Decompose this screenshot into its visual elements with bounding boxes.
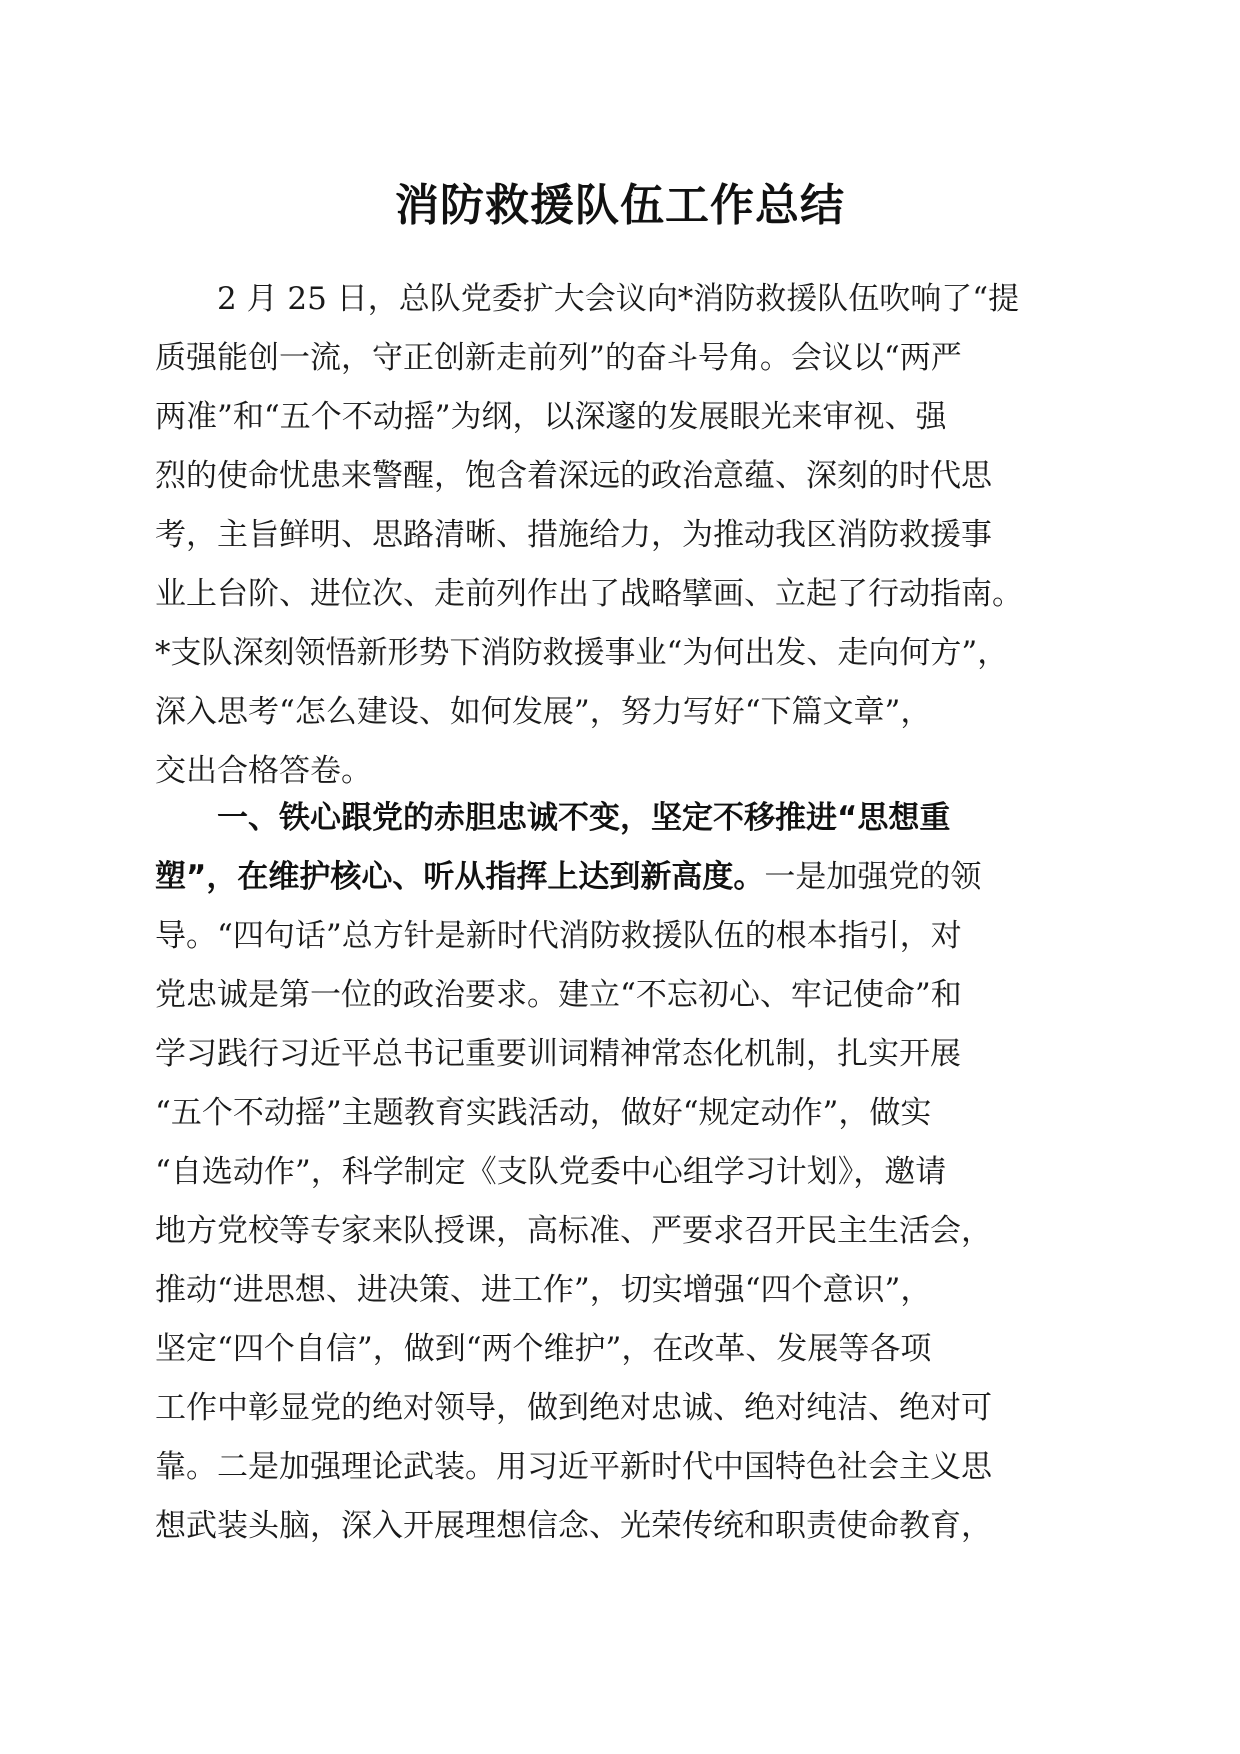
text-line: 烈的使命忧患来警醒，饱含着深远的政治意蕴、深刻的时代思 — [155, 458, 992, 494]
text-line: “自选动作”，科学制定《支队党委中心组学习计划》，邀请 — [155, 1154, 947, 1190]
text-line: 想武装头脑，深入开展理想信念、光荣传统和职责使命教育， — [155, 1508, 992, 1544]
text-line: 业上台阶、进位次、走前列作出了战略擘画、立起了行动指南。 — [155, 576, 1023, 612]
text-line: “五个不动摇”主题教育实践活动，做好“规定动作”，做实 — [155, 1095, 932, 1131]
document-title: 消防救援队伍工作总结 — [395, 180, 845, 231]
paragraph-section-one — [155, 789, 1095, 1556]
text-line: 党忠诚是第一位的政治要求。建立“不忘初心、牢记使命”和 — [155, 977, 962, 1013]
text-line: 质强能创一流，守正创新走前列”的奋斗号角。会议以“两严 — [155, 340, 962, 376]
text-line: 学习践行习近平总书记重要训词精神常态化机制，扎实开展 — [155, 1036, 961, 1072]
text-line: 推动“进思想、进决策、进工作”，切实增强“四个意识”， — [155, 1272, 932, 1308]
text-line: 考，主旨鲜明、思路清晰、措施给力，为推动我区消防救援事 — [155, 517, 992, 553]
section-heading-line: 一、铁心跟党的赤胆忠诚不变，坚定不移推进“思想重 — [217, 800, 951, 836]
text-line: 深入思考“怎么建设、如何发展”，努力写好“下篇文章”， — [155, 694, 932, 730]
text-line: 地方党校等专家来队授课，高标准、严要求召开民主生活会， — [155, 1213, 992, 1249]
paragraph-intro — [155, 270, 1095, 801]
text-line: 靠。二是加强理论武装。用习近平新时代中国特色社会主义思 — [155, 1449, 992, 1485]
text-line: *支队深刻领悟新形势下消防救援事业“为何出发、走向何方”， — [155, 635, 1009, 671]
section-heading-continuation: 塑”，在维护核心、听从指挥上达到新高度。 — [155, 859, 765, 895]
text-line: 2 月 25 日，总队党委扩大会议向*消防救援队伍吹响了“提 — [217, 281, 1020, 317]
text-line: 导。“四句话”总方针是新时代消防救援队伍的根本指引，对 — [155, 918, 962, 954]
text-line — [155, 848, 1095, 907]
text-line: 交出合格答卷。 — [155, 753, 372, 789]
text-line: 两准”和“五个不动摇”为纲，以深邃的发展眼光来审视、强 — [155, 399, 947, 435]
text-line: 工作中彰显党的绝对领导，做到绝对忠诚、绝对纯洁、绝对可 — [155, 1390, 992, 1426]
text-segment: 一是加强党的领 — [764, 859, 982, 895]
text-line: 坚定“四个自信”，做到“两个维护”，在改革、发展等各项 — [155, 1331, 932, 1367]
